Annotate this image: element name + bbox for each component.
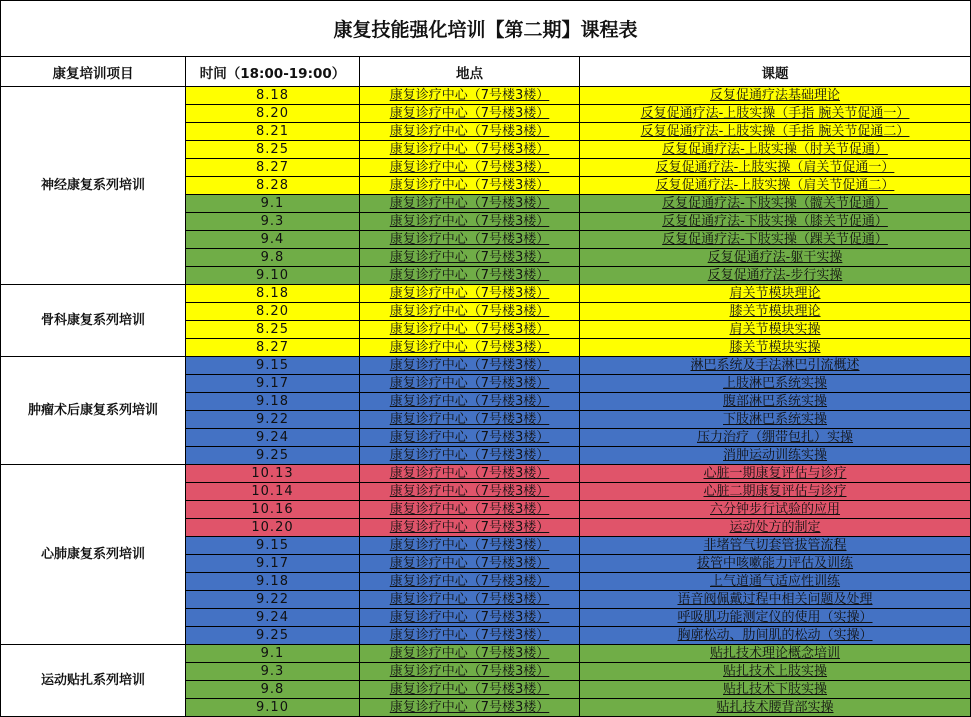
location-cell: 康复诊疗中心（7号楼3楼） [360,339,580,357]
time-cell: 9.17 [186,375,360,393]
table-row [1,87,971,105]
topic-cell: 胸廓松动、肋间肌的松动（实操） [580,627,971,645]
header-location: 地点 [360,57,580,87]
time-cell: 9.22 [186,411,360,429]
topic-cell: 反复促通疗法-上肢实操（肘关节促通） [580,141,971,159]
location-cell: 康复诊疗中心（7号楼3楼） [360,105,580,123]
location-cell: 康复诊疗中心（7号楼3楼） [360,321,580,339]
location-cell: 康复诊疗中心（7号楼3楼） [360,681,580,699]
topic-cell: 下肢淋巴系统实操 [580,411,971,429]
topic-cell: 淋巴系统及手法淋巴引流概述 [580,357,971,375]
topic-cell: 反复促通疗法-上肢实操（手指 腕关节促通一） [580,105,971,123]
topic-cell: 压力治疗（绷带包扎）实操 [580,429,971,447]
table-row [1,357,971,375]
time-cell: 9.24 [186,609,360,627]
header-time: 时间（18:00-19:00） [186,57,360,87]
time-cell: 8.20 [186,303,360,321]
location-cell: 康复诊疗中心（7号楼3楼） [360,267,580,285]
topic-cell: 反复促通疗法-下肢实操（膝关节促通） [580,213,971,231]
topic-cell: 非堵管气切套管拔管流程 [580,537,971,555]
time-cell: 8.25 [186,141,360,159]
location-cell: 康复诊疗中心（7号楼3楼） [360,123,580,141]
time-cell: 9.15 [186,537,360,555]
location-cell: 康复诊疗中心（7号楼3楼） [360,573,580,591]
location-cell: 康复诊疗中心（7号楼3楼） [360,357,580,375]
time-cell: 10.13 [186,465,360,483]
time-cell: 10.20 [186,519,360,537]
time-cell: 10.16 [186,501,360,519]
group-name-cell: 运动贴扎系列培训 [1,645,186,717]
topic-cell: 消肿运动训练实操 [580,447,971,465]
topic-cell: 贴扎技术理论概念培训 [580,645,971,663]
location-cell: 康复诊疗中心（7号楼3楼） [360,213,580,231]
location-cell: 康复诊疗中心（7号楼3楼） [360,663,580,681]
location-cell: 康复诊疗中心（7号楼3楼） [360,303,580,321]
location-cell: 康复诊疗中心（7号楼3楼） [360,447,580,465]
time-cell: 9.3 [186,213,360,231]
location-cell: 康复诊疗中心（7号楼3楼） [360,159,580,177]
group-name-cell: 骨科康复系列培训 [1,285,186,357]
location-cell: 康复诊疗中心（7号楼3楼） [360,141,580,159]
page-title: 康复技能强化培训【第二期】课程表 [1,1,971,57]
location-cell: 康复诊疗中心（7号楼3楼） [360,411,580,429]
time-cell: 9.8 [186,249,360,267]
time-cell: 9.8 [186,681,360,699]
time-cell: 8.25 [186,321,360,339]
time-cell: 8.20 [186,105,360,123]
time-cell: 8.27 [186,339,360,357]
topic-cell: 上气道通气适应性训练 [580,573,971,591]
topic-cell: 上肢淋巴系统实操 [580,375,971,393]
header-topic: 课题 [580,57,971,87]
time-cell: 9.1 [186,195,360,213]
time-cell: 8.28 [186,177,360,195]
time-cell: 9.1 [186,645,360,663]
topic-cell: 反复促通疗法-步行实操 [580,267,971,285]
time-cell: 9.10 [186,267,360,285]
location-cell: 康复诊疗中心（7号楼3楼） [360,393,580,411]
topic-cell: 反复促通疗法-上肢实操（肩关节促通二） [580,177,971,195]
time-cell: 9.24 [186,429,360,447]
location-cell: 康复诊疗中心（7号楼3楼） [360,591,580,609]
location-cell: 康复诊疗中心（7号楼3楼） [360,231,580,249]
time-cell: 9.25 [186,627,360,645]
table-row [1,465,971,483]
location-cell: 康复诊疗中心（7号楼3楼） [360,465,580,483]
time-cell: 8.18 [186,285,360,303]
topic-cell: 贴扎技术上肢实操 [580,663,971,681]
time-cell: 8.21 [186,123,360,141]
location-cell: 康复诊疗中心（7号楼3楼） [360,627,580,645]
topic-cell: 膝关节模块理论 [580,303,971,321]
location-cell: 康复诊疗中心（7号楼3楼） [360,501,580,519]
time-cell: 9.10 [186,699,360,717]
time-cell: 9.4 [186,231,360,249]
location-cell: 康复诊疗中心（7号楼3楼） [360,195,580,213]
topic-cell: 运动处方的制定 [580,519,971,537]
location-cell: 康复诊疗中心（7号楼3楼） [360,177,580,195]
location-cell: 康复诊疗中心（7号楼3楼） [360,87,580,105]
time-cell: 8.27 [186,159,360,177]
time-cell: 9.18 [186,573,360,591]
time-cell: 9.17 [186,555,360,573]
location-cell: 康复诊疗中心（7号楼3楼） [360,429,580,447]
topic-cell: 反复促通疗法-上肢实操（手指 腕关节促通二） [580,123,971,141]
time-cell: 9.15 [186,357,360,375]
location-cell: 康复诊疗中心（7号楼3楼） [360,249,580,267]
header-project: 康复培训项目 [1,57,186,87]
topic-cell: 反复促通疗法-躯干实操 [580,249,971,267]
location-cell: 康复诊疗中心（7号楼3楼） [360,645,580,663]
time-cell: 8.18 [186,87,360,105]
topic-cell: 肩关节模块实操 [580,321,971,339]
location-cell: 康复诊疗中心（7号楼3楼） [360,537,580,555]
topic-cell: 拔管中咳嗽能力评估及训练 [580,555,971,573]
group-name-cell: 心肺康复系列培训 [1,465,186,645]
table-row [1,285,971,303]
time-cell: 9.22 [186,591,360,609]
topic-cell: 反复促通疗法-上肢实操（肩关节促通一） [580,159,971,177]
topic-cell: 肩关节模块理论 [580,285,971,303]
topic-cell: 膝关节模块实操 [580,339,971,357]
location-cell: 康复诊疗中心（7号楼3楼） [360,483,580,501]
topic-cell: 腹部淋巴系统实操 [580,393,971,411]
location-cell: 康复诊疗中心（7号楼3楼） [360,555,580,573]
topic-cell: 贴扎技术下肢实操 [580,681,971,699]
location-cell: 康复诊疗中心（7号楼3楼） [360,699,580,717]
location-cell: 康复诊疗中心（7号楼3楼） [360,609,580,627]
topic-cell: 贴扎技术腰背部实操 [580,699,971,717]
location-cell: 康复诊疗中心（7号楼3楼） [360,285,580,303]
location-cell: 康复诊疗中心（7号楼3楼） [360,375,580,393]
time-cell: 9.18 [186,393,360,411]
title-row [1,1,971,57]
topic-cell: 语音阀佩戴过程中相关问题及处理 [580,591,971,609]
topic-cell: 反复促通疗法-下肢实操（踝关节促通） [580,231,971,249]
header-row [1,57,971,87]
topic-cell: 心脏一期康复评估与诊疗 [580,465,971,483]
time-cell: 9.25 [186,447,360,465]
time-cell: 10.14 [186,483,360,501]
group-name-cell: 神经康复系列培训 [1,87,186,285]
table-row [1,645,971,663]
topic-cell: 心脏二期康复评估与诊疗 [580,483,971,501]
topic-cell: 反复促通疗法-下肢实操（髋关节促通） [580,195,971,213]
time-cell: 9.3 [186,663,360,681]
group-name-cell: 肿瘤术后康复系列培训 [1,357,186,465]
location-cell: 康复诊疗中心（7号楼3楼） [360,519,580,537]
topic-cell: 呼吸肌功能测定仪的使用（实操） [580,609,971,627]
topic-cell: 六分钟步行试验的应用 [580,501,971,519]
topic-cell: 反复促通疗法基础理论 [580,87,971,105]
